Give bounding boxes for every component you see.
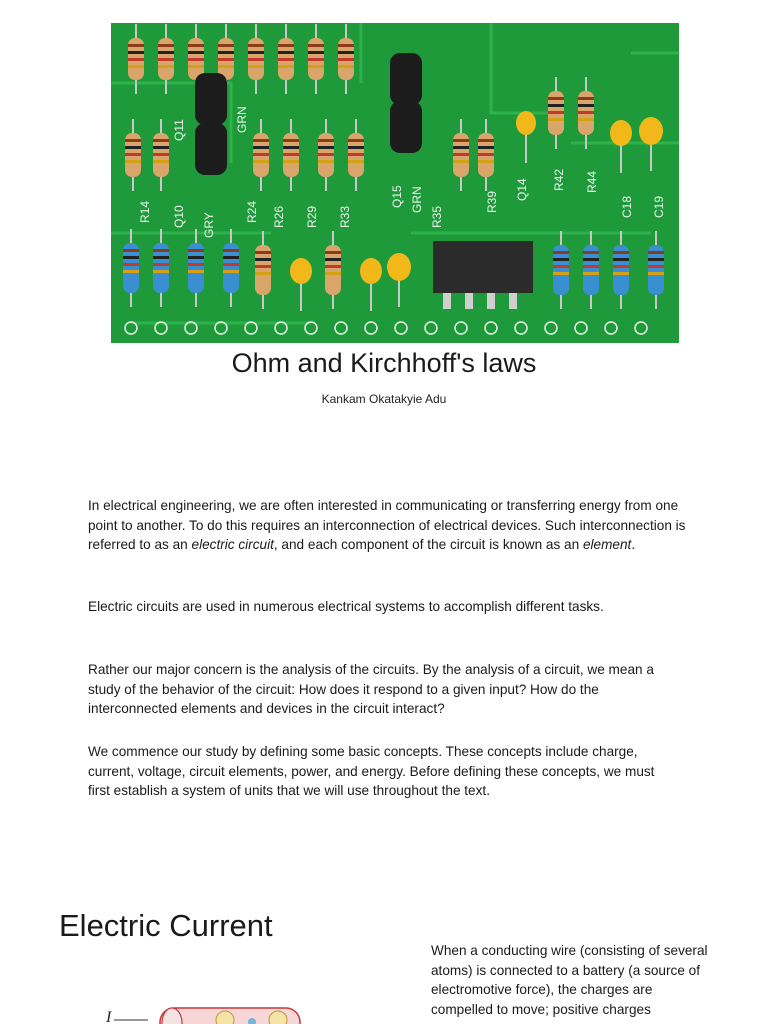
resistor-band xyxy=(253,153,269,156)
resistor-band xyxy=(338,65,354,68)
resistor-band xyxy=(548,97,564,100)
capacitor-body xyxy=(360,258,382,284)
resistor-band xyxy=(648,258,664,261)
resistor-band xyxy=(153,139,169,142)
resistor-band xyxy=(278,51,294,54)
capacitor-body xyxy=(387,253,411,281)
intro-paragraph-2: Electric circuits are used in numerous electrical systems to accomplish different tasks. xyxy=(88,599,604,614)
resistor-band xyxy=(188,263,204,266)
capacitor-body xyxy=(610,120,632,146)
resistor-band xyxy=(325,258,341,261)
charge-particle xyxy=(216,1011,234,1024)
resistor-band xyxy=(248,58,264,61)
resistor-band xyxy=(613,258,629,261)
resistor-band xyxy=(583,258,599,261)
resistor-band xyxy=(648,272,664,275)
resistor-band xyxy=(308,65,324,68)
resistor-band xyxy=(188,249,204,252)
resistor-band xyxy=(478,146,494,149)
resistor-band xyxy=(278,44,294,47)
intro-text: , and each component of the circuit is known as an xyxy=(273,537,583,552)
section-body-text: When a conducting wire (consisting of several atoms) is connected to a battery (a source of electromotive force), the charges are compelled to move; positive charges xyxy=(431,943,708,1017)
intro-paragraph-1 xyxy=(88,496,703,555)
silkscreen-label: C19 xyxy=(652,195,666,218)
resistor-band xyxy=(648,251,664,254)
resistor-band xyxy=(338,58,354,61)
circuit-board-illustration xyxy=(111,23,679,343)
resistor-band xyxy=(348,153,364,156)
silkscreen-label: GRY xyxy=(202,212,216,238)
resistor-band xyxy=(308,58,324,61)
resistor-band xyxy=(578,97,594,100)
resistor-band xyxy=(453,153,469,156)
resistor-band xyxy=(223,270,239,273)
silkscreen-label: R33 xyxy=(338,205,352,228)
resistor-band xyxy=(338,51,354,54)
ic-pin xyxy=(509,293,517,309)
silkscreen-label: Q14 xyxy=(515,178,529,201)
resistor-band xyxy=(223,256,239,259)
resistor-band xyxy=(218,44,234,47)
resistor-band xyxy=(253,160,269,163)
resistor-band xyxy=(158,65,174,68)
resistor-band xyxy=(128,44,144,47)
transistor-body xyxy=(390,101,422,153)
resistor-band xyxy=(253,146,269,149)
resistor-band xyxy=(348,160,364,163)
resistor-band xyxy=(348,146,364,149)
resistor-band xyxy=(158,58,174,61)
ic-chip xyxy=(433,241,533,293)
silkscreen-label: GRN xyxy=(235,106,249,133)
resistor-band xyxy=(613,251,629,254)
resistor-band xyxy=(255,272,271,275)
resistor-band xyxy=(188,256,204,259)
resistor-band xyxy=(253,139,269,142)
resistor-band xyxy=(153,160,169,163)
resistor-band xyxy=(553,251,569,254)
resistor-band xyxy=(123,249,139,252)
resistor-band xyxy=(478,153,494,156)
transistor-body xyxy=(195,123,227,175)
intro-text: In electrical engineering, we are often interested in communicating or transferring energy from one point to another. To do this requires an interconnection of electrical devices. Such interconnection is referred to as an xyxy=(88,498,686,552)
resistor-band xyxy=(308,44,324,47)
resistor-band xyxy=(153,263,169,266)
current-symbol: I xyxy=(106,1009,112,1024)
intro-paragraph-4: We commence our study by defining some basic concepts. These concepts include charge, current, voltage, circuit elements, power, and energy. Before defining these concepts, we must first establish a system of units that we will use throughout the text. xyxy=(88,744,655,798)
resistor-band xyxy=(153,249,169,252)
silkscreen-label: R26 xyxy=(272,205,286,228)
resistor-band xyxy=(218,65,234,68)
resistor-band xyxy=(125,139,141,142)
resistor-band xyxy=(218,58,234,61)
resistor-band xyxy=(255,258,271,261)
document-title: Ohm and Kirchhoff's laws xyxy=(231,348,537,378)
resistor-band xyxy=(153,153,169,156)
resistor-band xyxy=(548,111,564,114)
ic-pin xyxy=(465,293,473,309)
transistor-body xyxy=(195,73,227,125)
section-title: Electric Current xyxy=(59,908,273,943)
silkscreen-label: Q15 xyxy=(390,185,404,208)
resistor-band xyxy=(188,44,204,47)
silkscreen-label: R35 xyxy=(430,205,444,228)
silkscreen-label: GRN xyxy=(410,186,424,213)
capacitor-body xyxy=(516,111,536,135)
silkscreen-label: R29 xyxy=(305,205,319,228)
resistor-band xyxy=(613,272,629,275)
resistor-band xyxy=(325,272,341,275)
resistor-band xyxy=(648,265,664,268)
resistor-band xyxy=(283,153,299,156)
resistor-band xyxy=(453,139,469,142)
resistor-band xyxy=(255,251,271,254)
resistor-band xyxy=(248,44,264,47)
resistor-band xyxy=(318,160,334,163)
resistor-band xyxy=(223,263,239,266)
silkscreen-label: R42 xyxy=(552,168,566,191)
resistor-band xyxy=(453,146,469,149)
resistor-band xyxy=(548,118,564,121)
resistor-band xyxy=(318,153,334,156)
resistor-band xyxy=(478,139,494,142)
resistor-band xyxy=(583,251,599,254)
resistor-band xyxy=(348,139,364,142)
resistor-band xyxy=(478,160,494,163)
resistor-band xyxy=(283,146,299,149)
resistor-band xyxy=(578,111,594,114)
resistor-band xyxy=(553,265,569,268)
resistor-band xyxy=(578,104,594,107)
resistor-band xyxy=(453,160,469,163)
resistor-band xyxy=(255,265,271,268)
ic-pin xyxy=(443,293,451,309)
capacitor-body xyxy=(290,258,312,284)
resistor-band xyxy=(223,249,239,252)
resistor-band xyxy=(325,265,341,268)
resistor-band xyxy=(125,146,141,149)
resistor-band xyxy=(553,258,569,261)
resistor-band xyxy=(218,51,234,54)
resistor-band xyxy=(123,256,139,259)
transistor-body xyxy=(390,53,422,105)
ic-pin xyxy=(487,293,495,309)
silkscreen-label: R24 xyxy=(245,200,259,223)
resistor-band xyxy=(283,139,299,142)
resistor-band xyxy=(583,265,599,268)
resistor-band xyxy=(283,160,299,163)
resistor-band xyxy=(128,65,144,68)
silkscreen-label: R44 xyxy=(585,170,599,193)
silkscreen-label: R39 xyxy=(485,190,499,213)
circuit-board-photo xyxy=(111,23,679,343)
resistor-band xyxy=(123,263,139,266)
resistor-band xyxy=(583,272,599,275)
resistor-band xyxy=(188,58,204,61)
term-electric-circuit: electric circuit xyxy=(191,537,274,552)
resistor-band xyxy=(613,265,629,268)
resistor-band xyxy=(158,51,174,54)
conducting-wire-figure xyxy=(100,1000,330,1024)
resistor-band xyxy=(308,51,324,54)
resistor-band xyxy=(188,51,204,54)
resistor-band xyxy=(128,58,144,61)
resistor-band xyxy=(338,44,354,47)
resistor-band xyxy=(248,51,264,54)
resistor-band xyxy=(125,153,141,156)
charge-particle xyxy=(269,1011,287,1024)
silkscreen-label: R14 xyxy=(138,200,152,223)
resistor-band xyxy=(158,44,174,47)
resistor-band xyxy=(548,104,564,107)
silkscreen-label: Q10 xyxy=(172,205,186,228)
resistor-band xyxy=(153,146,169,149)
author-name: Kankam Okatakyie Adu xyxy=(321,392,447,406)
resistor-band xyxy=(248,65,264,68)
silkscreen-label: Q11 xyxy=(172,119,186,141)
intro-paragraph-3: Rather our major concern is the analysis of the circuits. By the analysis of a circuit, we mean a study of the behavior of the circuit: How does it respond to a given input? How do the interconnected elements and devices in the circuit interact? xyxy=(88,662,654,716)
resistor-band xyxy=(125,160,141,163)
resistor-band xyxy=(318,139,334,142)
resistor-band xyxy=(123,270,139,273)
term-element: element xyxy=(582,537,632,552)
resistor-band xyxy=(153,256,169,259)
resistor-band xyxy=(578,118,594,121)
resistor-band xyxy=(188,65,204,68)
resistor-band xyxy=(188,270,204,273)
resistor-band xyxy=(318,146,334,149)
intro-text: . xyxy=(631,537,636,552)
resistor-band xyxy=(553,272,569,275)
resistor-band xyxy=(278,58,294,61)
resistor-band xyxy=(278,65,294,68)
resistor-band xyxy=(325,251,341,254)
capacitor-body xyxy=(639,117,663,145)
resistor-band xyxy=(153,270,169,273)
silkscreen-label: C18 xyxy=(620,195,634,218)
resistor-band xyxy=(128,51,144,54)
